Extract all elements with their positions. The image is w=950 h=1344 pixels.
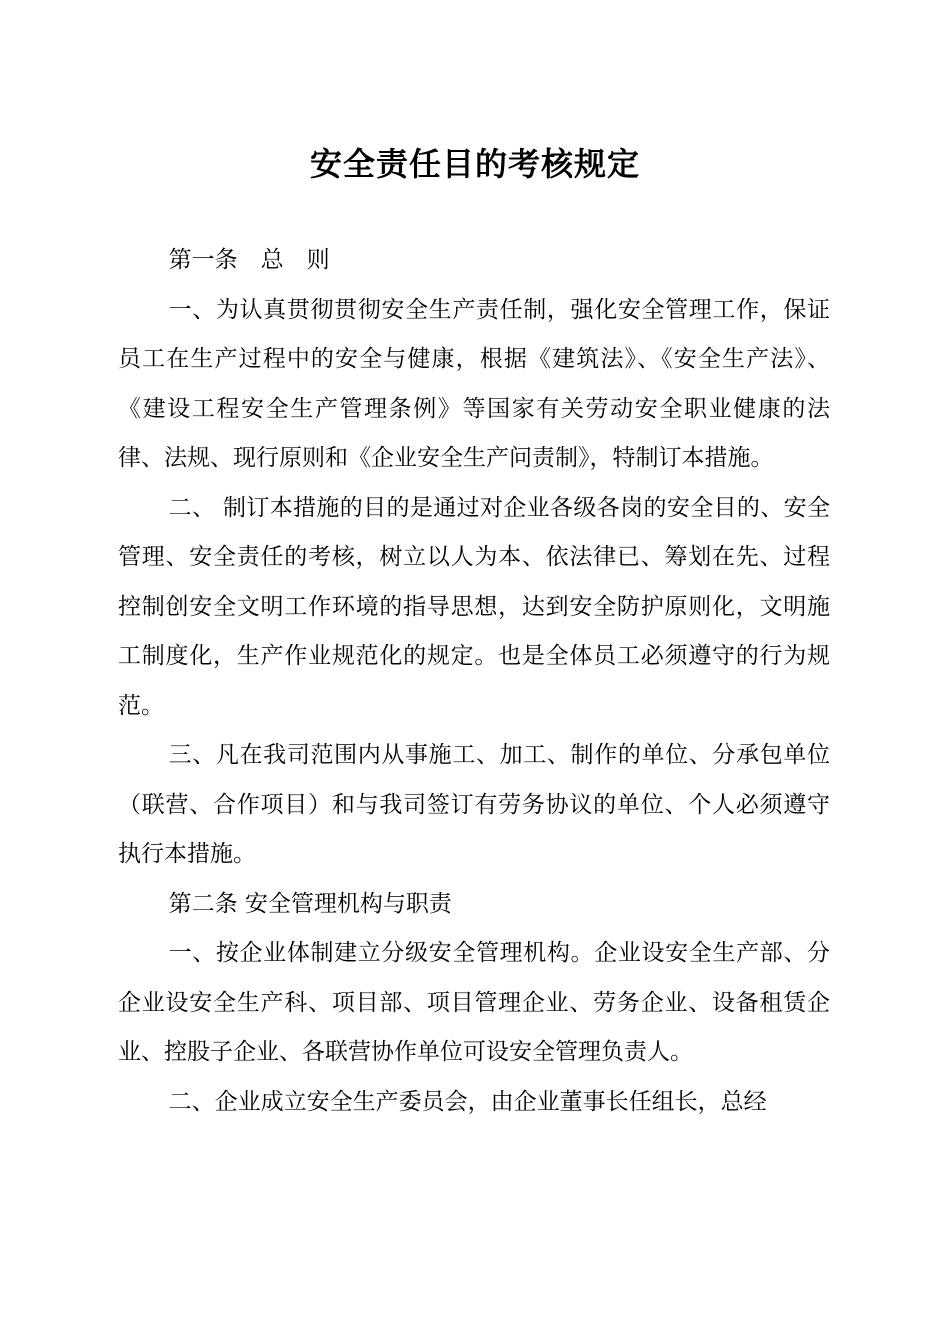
article-1-heading: 第一条 总 则 bbox=[168, 247, 330, 273]
document-body bbox=[118, 236, 830, 1127]
paragraph-1-3: 三、凡在我司范围内从事施工、加工、制作的单位、分承包单位（联营、合作项目）和与我司签订有劳务协议的单位、个人必须遵守执行本措施。 bbox=[118, 742, 830, 867]
paragraph-1-2: 二、 制订本措施的目的是通过对企业各级各岗的安全目的、安全管理、安全责任的考核，树立以人为本、依法律已、筹划在先、过程控制创安全文明工作环境的指导思想，达到安全防护原则化，文明施工制度化，生产作业规范化的规定。也是全体员工必须遵守的行为规范。 bbox=[118, 494, 830, 719]
document-title: 安全责任目的考核规定 bbox=[309, 145, 640, 183]
paragraph-2-1: 一、按企业体制建立分级安全管理机构。企业设安全生产部、分企业设安全生产科、项目部、项目管理企业、劳务企业、设备租赁企业、控股子企业、各联营协作单位可设安全管理负责人。 bbox=[118, 940, 830, 1065]
paragraph-2-2: 二、企业成立安全生产委员会，由企业董事长任组长，总经 bbox=[168, 1088, 767, 1115]
article-2-heading: 第二条 安全管理机构与职责 bbox=[168, 890, 452, 917]
paragraph-1-1: 一、为认真贯彻贯彻安全生产责任制，强化安全管理工作，保证员工在生产过程中的安全与健康，根据《建筑法》、《安全生产法》、《建设工程安全生产管理条例》等国家有关劳动安全职业健康的法律、法规、现行原则和《企业安全生产问责制》，特制订本措施。 bbox=[118, 296, 830, 471]
